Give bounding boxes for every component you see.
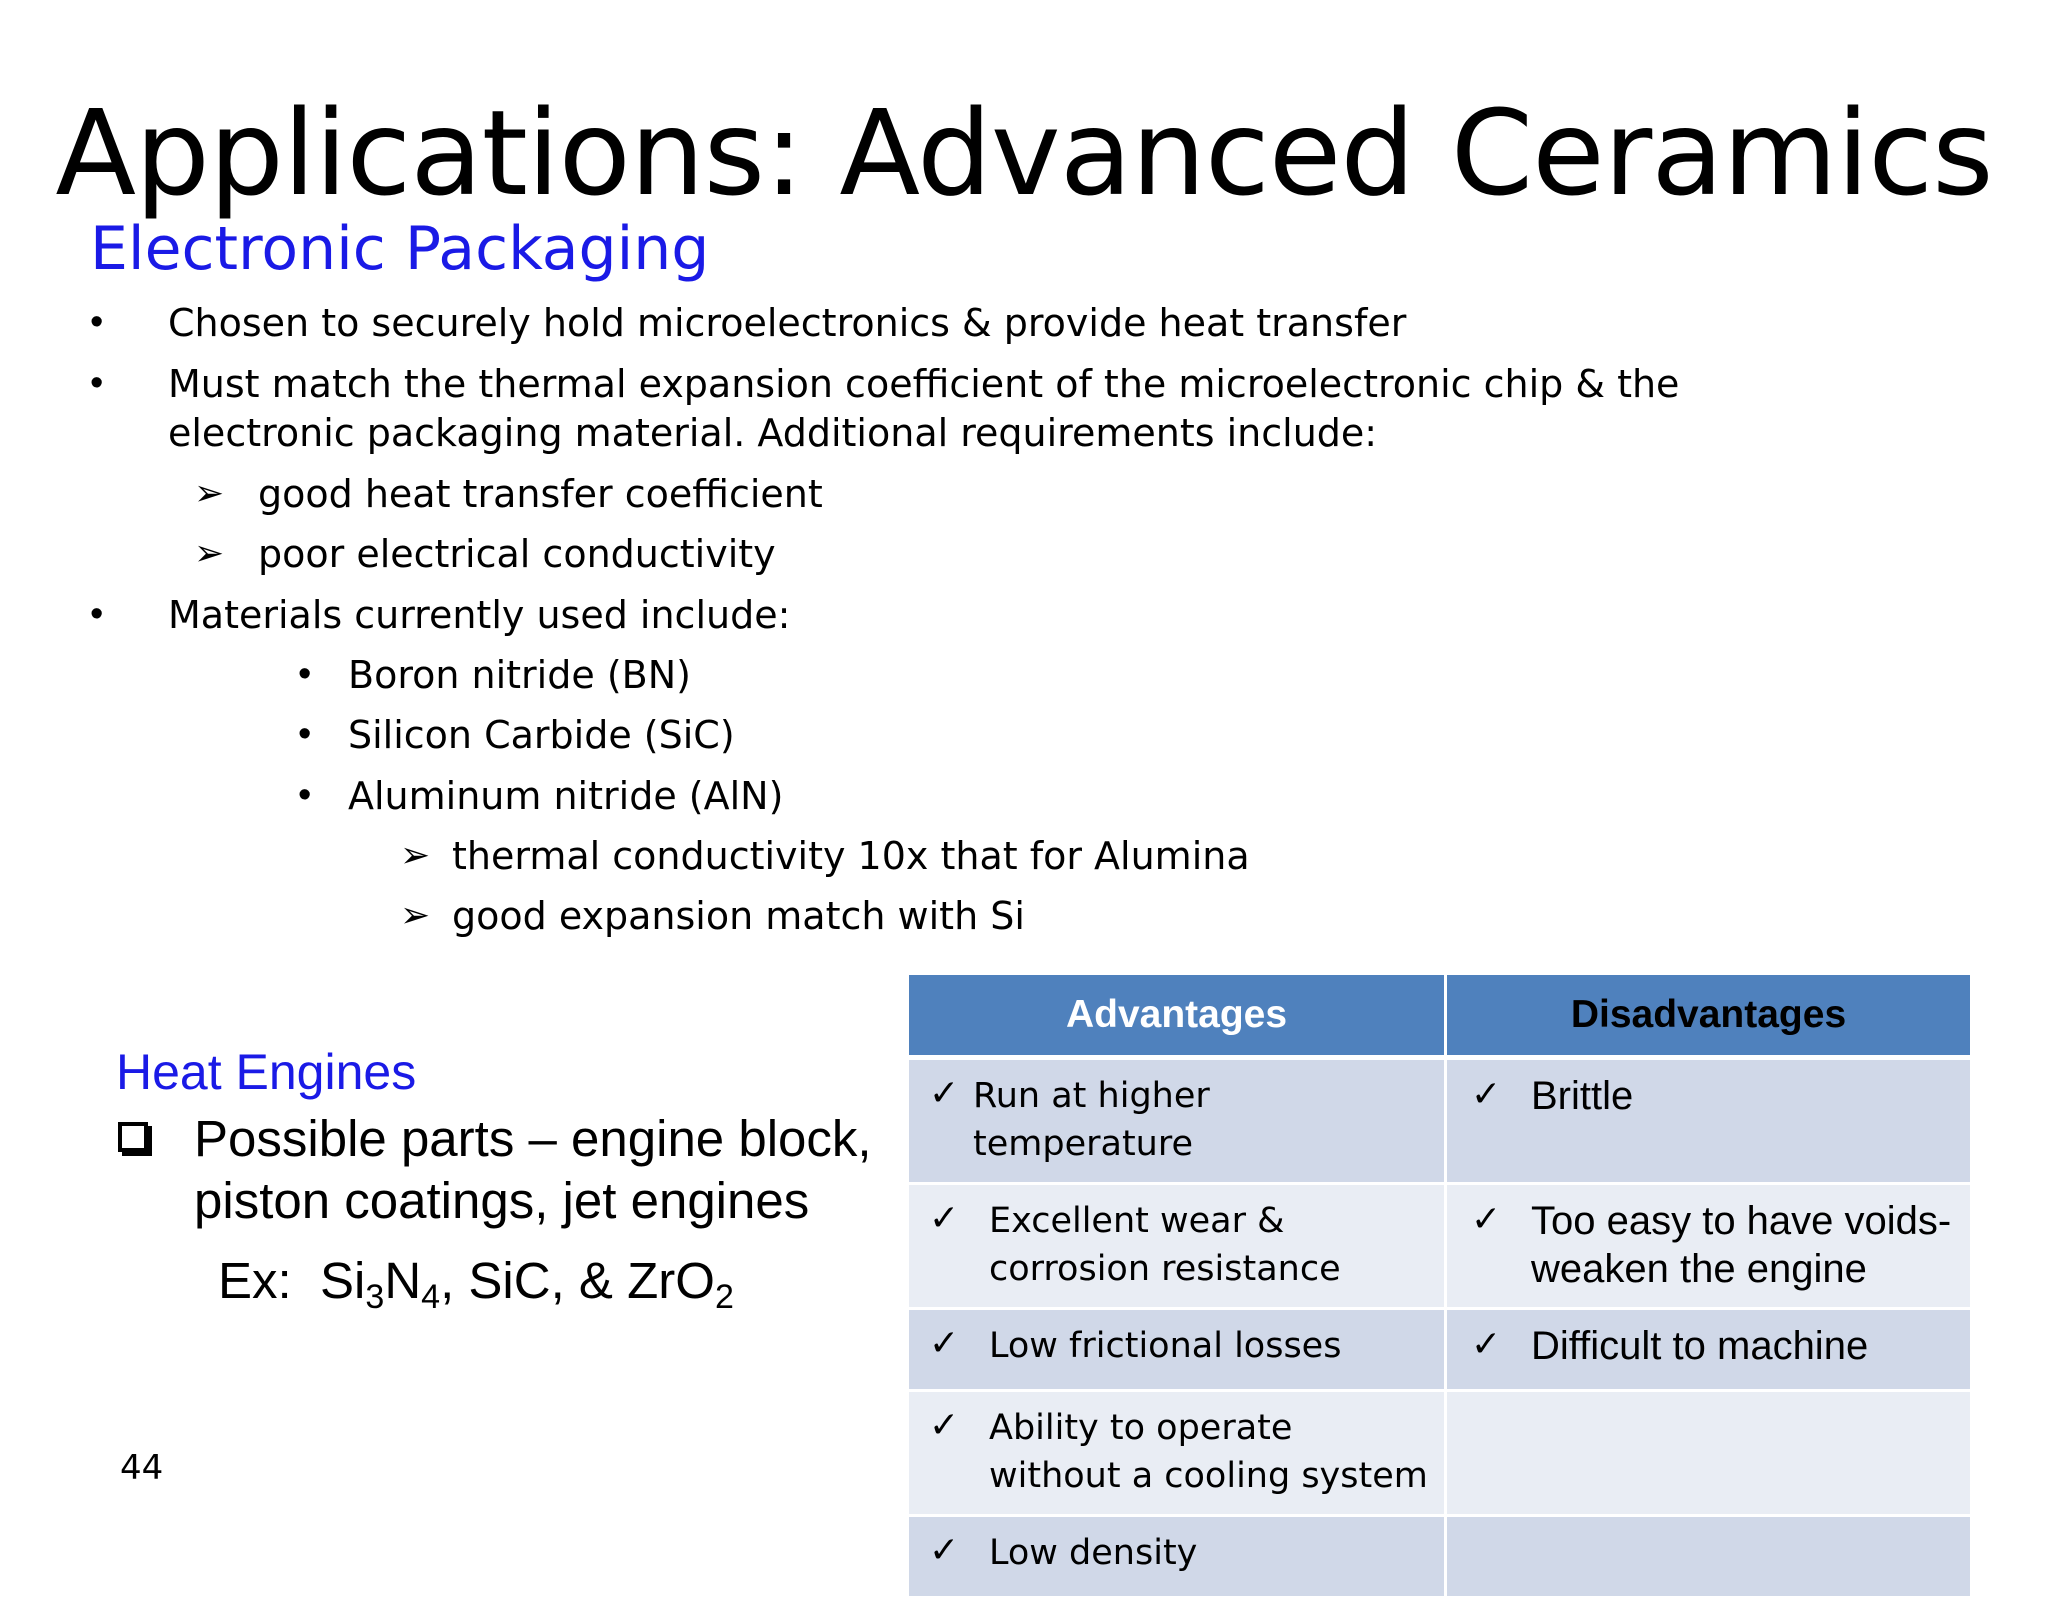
- bullet-dot-icon: •: [90, 362, 104, 404]
- formula-subscript: 4: [421, 1278, 441, 1316]
- disadvantage-cell: [1446, 1184, 1972, 1309]
- checkmark-icon: ✓: [1471, 1073, 1502, 1114]
- advantages-disadvantages-table: [906, 972, 1973, 1599]
- heat-engines-example: [218, 1250, 734, 1316]
- advantage-cell: [908, 1516, 1446, 1598]
- bullet-dot-icon: •: [90, 301, 104, 343]
- formula-subscript: 2: [714, 1278, 734, 1316]
- advantage-cell: [908, 1391, 1446, 1516]
- requirement-item: good heat transfer coefficient: [258, 472, 823, 516]
- formula-part: , SiC, & ZrO: [440, 1252, 715, 1309]
- disadvantage-cell: [1446, 1309, 1972, 1391]
- cell-line: Excellent wear &: [989, 1201, 1285, 1241]
- cell-line: Run at higher temperature: [973, 1076, 1210, 1164]
- bullet-dot-icon: •: [90, 593, 104, 635]
- material-item: Silicon Carbide (SiC): [348, 713, 735, 757]
- material-item: Aluminum nitride (AlN): [348, 774, 784, 818]
- cell-line: Too easy to have voids-: [1531, 1199, 1952, 1243]
- section-heading-electronic-packaging: Electronic Packaging: [90, 214, 710, 284]
- aln-note: thermal conductivity 10x that for Alumina: [452, 834, 1250, 878]
- table-row: [908, 1516, 1972, 1598]
- arrow-bullet-icon: ➢: [194, 472, 225, 513]
- example-label: Ex:: [218, 1252, 292, 1309]
- cell-line: Low frictional losses: [989, 1326, 1342, 1366]
- disadvantage-cell: [1446, 1058, 1972, 1184]
- bullet-text: Chosen to securely hold microelectronics & provide heat transfer: [168, 301, 1407, 345]
- table-header-disadvantages: Disadvantages: [1446, 974, 1972, 1058]
- table-row: [908, 1184, 1972, 1309]
- cell-line: Brittle: [1531, 1074, 1634, 1118]
- cell-line: corrosion resistance: [989, 1249, 1341, 1289]
- bullet-dot-icon: •: [298, 713, 312, 755]
- formula-part: N: [384, 1252, 422, 1309]
- advantage-cell: [908, 1184, 1446, 1309]
- material-item: Boron nitride (BN): [348, 653, 691, 697]
- checkmark-icon: ✓: [1471, 1198, 1502, 1239]
- formula-subscript: 3: [365, 1278, 385, 1316]
- table-header-advantages: Advantages: [908, 974, 1446, 1058]
- checkmark-icon: ✓: [929, 1198, 960, 1239]
- heat-engines-parts: [194, 1108, 894, 1232]
- checkmark-icon: ✓: [1471, 1323, 1502, 1364]
- page-number: 44: [120, 1448, 164, 1488]
- checkbox-bullet-icon: [118, 1122, 148, 1152]
- table-row: [908, 1309, 1972, 1391]
- disadvantage-cell-empty: [1446, 1391, 1972, 1516]
- advantage-cell: [908, 1309, 1446, 1391]
- cell-line: weaken the engine: [1531, 1247, 1867, 1291]
- aln-note: good expansion match with Si: [452, 894, 1025, 938]
- checkmark-icon: ✓: [929, 1405, 960, 1446]
- heat-engines-line: piston coatings, jet engines: [194, 1172, 810, 1229]
- arrow-bullet-icon: ➢: [194, 532, 225, 573]
- section-heading-heat-engines: Heat Engines: [116, 1044, 417, 1100]
- bullet-dot-icon: •: [298, 653, 312, 695]
- bullet-text-continued: electronic packaging material. Additional requirements include:: [168, 411, 1378, 455]
- cell-line: Difficult to machine: [1531, 1324, 1869, 1368]
- checkmark-icon: ✓: [929, 1073, 960, 1114]
- heat-engines-line: Possible parts – engine block,: [194, 1110, 872, 1167]
- cell-line: Low density: [989, 1533, 1198, 1573]
- advantage-cell: [908, 1058, 1446, 1184]
- arrow-bullet-icon: ➢: [400, 834, 431, 875]
- table-header-row: [908, 974, 1972, 1058]
- bullet-text: Materials currently used include:: [168, 593, 791, 637]
- bullet-dot-icon: •: [298, 774, 312, 816]
- checkmark-icon: ✓: [929, 1323, 960, 1364]
- formula-part: Si: [320, 1252, 366, 1309]
- table-row: [908, 1391, 1972, 1516]
- checkmark-icon: ✓: [929, 1530, 960, 1571]
- cell-line: without a cooling system: [989, 1456, 1428, 1496]
- requirement-item: poor electrical conductivity: [258, 532, 776, 576]
- bullet-text: Must match the thermal expansion coefficient of the microelectronic chip & the: [168, 362, 1680, 406]
- slide-title: Applications: Advanced Ceramics: [55, 84, 1993, 222]
- table-row: [908, 1058, 1972, 1184]
- disadvantage-cell-empty: [1446, 1516, 1972, 1598]
- cell-line: Ability to operate: [989, 1408, 1293, 1448]
- arrow-bullet-icon: ➢: [400, 894, 431, 935]
